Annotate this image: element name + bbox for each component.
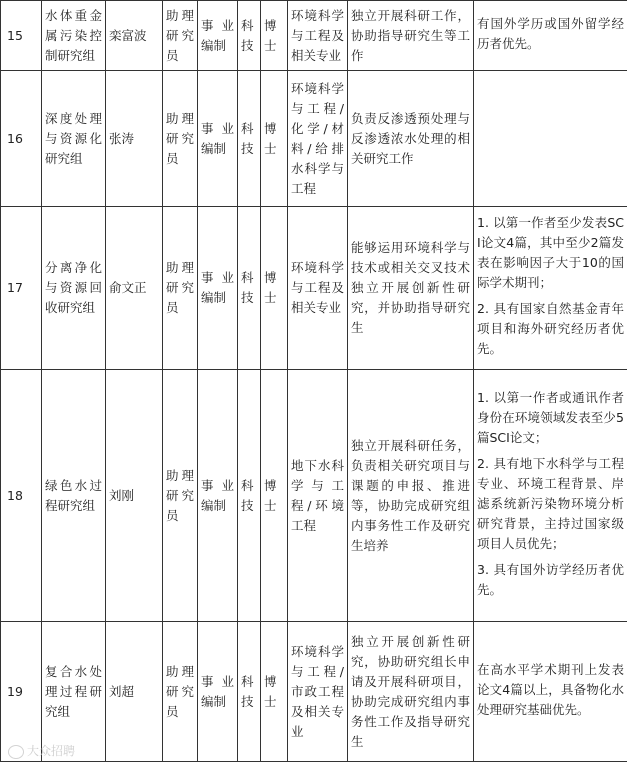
requirement-item: 有国外学历或国外留学经历者优先。 xyxy=(477,15,624,51)
major: 地下水科学与工程/环境工程 xyxy=(288,370,348,622)
watermark xyxy=(8,742,75,759)
degree: 博士 xyxy=(261,1,288,71)
requirements xyxy=(474,1,627,71)
table-row xyxy=(1,370,627,622)
degree: 博士 xyxy=(261,370,288,622)
row-number: 15 xyxy=(1,1,42,71)
row-number: 18 xyxy=(1,370,42,622)
requirement-item: 在高水平学术期刊上发表论文4篇以上，具备物化水处理研究基础优先。 xyxy=(477,661,624,717)
requirement-item: 2. 具有地下水科学与工程专业、环境工程背景、岸滤系统新污染物环境分析研究背景，主持过国家级项目人员优先； xyxy=(477,455,624,551)
research-group: 水体重金属污染控制研究组 xyxy=(42,1,106,71)
requirements xyxy=(474,622,627,762)
position-title: 助理研究员 xyxy=(163,622,198,762)
requirement-item: 1. 以第一作者或通讯作者身份在环境领域发表至少5篇SCI论文； xyxy=(477,389,624,445)
research-group: 复合水处理过程研究组 xyxy=(42,622,106,762)
row-number: 17 xyxy=(1,207,42,370)
staffing-type: 事业编制 xyxy=(198,207,238,370)
duties: 独立开展创新性研究，协助研究组长申请及开展科研项目，协助完成研究组内事务性工作及指导研究生 xyxy=(348,622,474,762)
major: 环境科学与工程及相关专业 xyxy=(288,207,348,370)
research-group: 分离净化与资源回收研究组 xyxy=(42,207,106,370)
requirements xyxy=(474,207,627,370)
staffing-type: 事业编制 xyxy=(198,71,238,207)
requirement-item: 3. 具有国外访学经历者优先。 xyxy=(477,561,624,597)
job-category: 科技 xyxy=(238,622,261,762)
position-title: 助理研究员 xyxy=(163,370,198,622)
job-category: 科技 xyxy=(238,207,261,370)
contact-person: 俞文正 xyxy=(106,207,163,370)
watermark-text: 大众招聘 xyxy=(27,744,76,758)
duties: 独立开展科研任务，负责相关研究项目与课题的申报、推进等，协助完成研究组内事务性工作及研究生培养 xyxy=(348,370,474,622)
degree: 博士 xyxy=(261,207,288,370)
research-group: 深度处理与资源化研究组 xyxy=(42,71,106,207)
staffing-type: 事业编制 xyxy=(198,622,238,762)
job-category: 科技 xyxy=(238,370,261,622)
row-number: 16 xyxy=(1,71,42,207)
duties: 独立开展科研工作，协助指导研究生等工作 xyxy=(348,1,474,71)
table-row xyxy=(1,71,627,207)
table-row xyxy=(1,1,627,71)
contact-person: 栾富波 xyxy=(106,1,163,71)
table-row xyxy=(1,622,627,762)
major: 环境科学与工程及相关专业 xyxy=(288,1,348,71)
staffing-type: 事业编制 xyxy=(198,1,238,71)
job-category: 科技 xyxy=(238,71,261,207)
major: 环境科学与工程/市政工程及相关专业 xyxy=(288,622,348,762)
duties: 能够运用环境科学与技术或相关交叉技术独立开展创新性研究，并协助指导研究生 xyxy=(348,207,474,370)
requirements xyxy=(474,370,627,622)
requirement-item: 2. 具有国家自然基金青年项目和海外研究经历者优先。 xyxy=(477,301,624,356)
degree: 博士 xyxy=(261,71,288,207)
staffing-type: 事业编制 xyxy=(198,370,238,622)
row-number: 19 xyxy=(1,622,42,762)
contact-person: 刘刚 xyxy=(106,370,163,622)
table-row xyxy=(1,207,627,370)
duties: 负责反渗透预处理与反渗透浓水处理的相关研究工作 xyxy=(348,71,474,207)
weibo-icon xyxy=(8,745,24,759)
job-category: 科技 xyxy=(238,1,261,71)
position-title: 助理研究员 xyxy=(163,1,198,71)
contact-person: 刘超 xyxy=(106,622,163,762)
contact-person: 张涛 xyxy=(106,71,163,207)
requirements xyxy=(474,71,627,207)
position-title: 助理研究员 xyxy=(163,71,198,207)
degree: 博士 xyxy=(261,622,288,762)
major: 环境科学与工程/化学/材料/给排水科学与工程 xyxy=(288,71,348,207)
requirement-item: 1. 以第一作者至少发表SCI论文4篇，其中至少2篇发表在影响因子大于10的国际学术期刊； xyxy=(477,215,624,290)
position-title: 助理研究员 xyxy=(163,207,198,370)
research-group: 绿色水过程研究组 xyxy=(42,370,106,622)
